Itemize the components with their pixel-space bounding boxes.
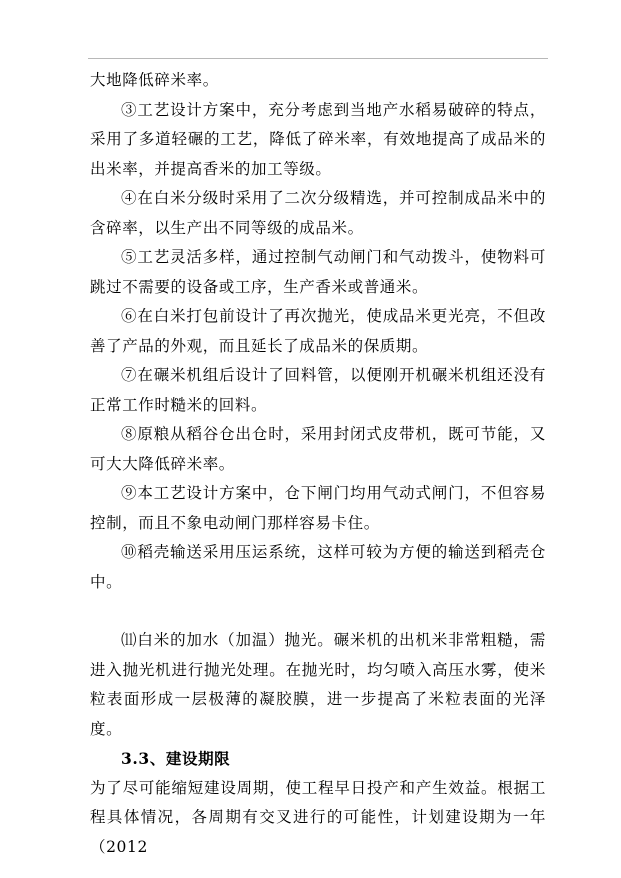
- paragraph-continuation: 大地降低碎米率。: [90, 71, 219, 89]
- paragraph-item-7: ⑦在碾米机组后设计了回料管，以便刚开机碾米机组还没有正常工作时糙米的回料。: [90, 366, 546, 414]
- paragraph-item-6: ⑥在白米打包前设计了再次抛光，使成品米更光亮，不但改善了产品的外观，而且延长了成品米的保质期。: [90, 307, 546, 355]
- paragraph-item-3: ③工艺设计方案中，充分考虑到当地产水稻易破碎的特点，采用了多道轻碾的工艺，降低了碎米率，有效地提高了成品米的出米率，并提高香米的加工等级。: [90, 100, 546, 178]
- paragraph-item-9: ⑨本工艺设计方案中，仓下闸门均用气动式闸门，不但容易控制，而且不象电动闸门那样容易卡住。: [90, 484, 546, 532]
- paragraph-item-11: ⑾白米的加水（加温）抛光。碾米机的出机米非常粗糙，需进入抛光机进行抛光处理。在抛光时，均匀喷入高压水雾，使米粒表面形成一层极薄的凝胶膜，进一步提高了米粒表面的光泽度。: [90, 631, 546, 738]
- paragraph-item-10: ⑩稻壳输送采用压运系统，这样可较为方便的输送到稻壳仓中。: [90, 543, 546, 591]
- header-rule: [88, 58, 548, 59]
- document-body: [90, 66, 546, 862]
- paragraph-gap: [90, 597, 546, 626]
- paragraph-item-4: ④在白米分级时采用了二次分级精选，并可控制成品米中的含碎率，以生产出不同等级的成品米。: [90, 189, 546, 237]
- paragraph-item-5: ⑤工艺灵活多样，通过控制气动闸门和气动拨斗，使物料可跳过不需要的设备或工序，生产香米或普通米。: [90, 248, 546, 296]
- paragraph-item-8: ⑧原粮从稻谷仓出仓时，采用封闭式皮带机，既可节能，又可大大降低碎米率。: [90, 425, 546, 473]
- section-heading: 3.3、建设期限: [121, 749, 231, 768]
- paragraph-construction-period: 为了尽可能缩短建设周期，使工程早日投产和产生效益。根据工程具体情况，各周期有交叉进行的可能性，计划建设期为一年（2012: [90, 778, 546, 856]
